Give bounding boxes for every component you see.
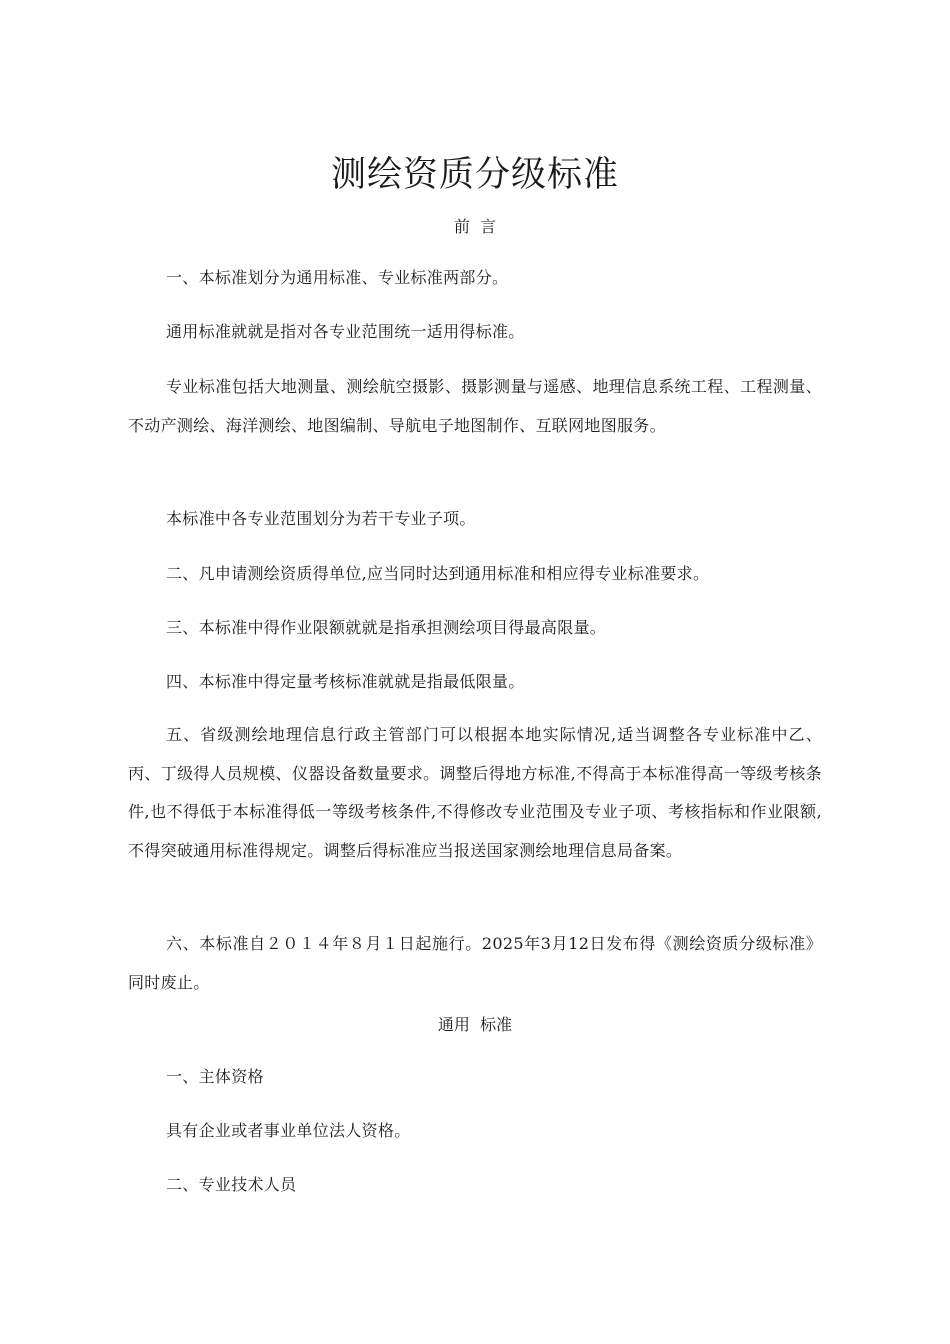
paragraph-sub-items: 本标准中各专业范围划分为若干专业子项。 bbox=[166, 509, 476, 528]
general-standard-heading: 通用 标准 bbox=[437, 1015, 513, 1034]
paragraph-professional-scope: 专业标准包括大地测量、测绘航空摄影、摄影测量与遥感、地理信息系统工程、工程测量、不动产测绘、海洋测绘、地图编制、导航电子地图制作、互联网地图服务。 bbox=[128, 377, 822, 435]
paragraph-technical-staff: 二、专业技术人员 bbox=[166, 1175, 297, 1194]
paragraph-general-definition: 通用标准就就是指对各专业范围统一适用得标准。 bbox=[166, 322, 525, 341]
paragraph-scope: 一、本标准划分为通用标准、专业标准两部分。 bbox=[166, 268, 509, 287]
paragraph-quantitative: 四、本标准中得定量考核标准就就是指最低限量。 bbox=[166, 672, 525, 691]
paragraph-work-limit: 三、本标准中得作业限额就就是指承担测绘项目得最高限量。 bbox=[166, 618, 607, 637]
paragraph-legal-person: 具有企业或者事业单位法人资格。 bbox=[166, 1121, 411, 1140]
paragraph-subject-qualification: 一、主体资格 bbox=[166, 1067, 264, 1086]
paragraph-effective-date: 六、本标准自２０１４年８月１日起施行。2025年3月12日发布得《测绘资质分级标准》同时废止。 bbox=[128, 934, 822, 992]
paragraph-application: 二、凡申请测绘资质得单位,应当同时达到通用标准和相应得专业标准要求。 bbox=[166, 564, 710, 583]
paragraph-provincial-adjustment: 五、省级测绘地理信息行政主管部门可以根据本地实际情况,适当调整各专业标准中乙、丙、丁级得人员规模、仪器设备数量要求。调整后得地方标准,不得高于本标准得高一等级考核条件,也不得低于本标准得低一等级考核条件,不得修改专业范围及专业子项、考核指标和作业限额,不得突破通用标准得规定。调整后得标准应当报送国家测绘地理信息局备案。 bbox=[128, 725, 822, 860]
document-title: 测绘资质分级标准 bbox=[330, 155, 619, 195]
preface-heading: 前 言 bbox=[453, 217, 497, 236]
